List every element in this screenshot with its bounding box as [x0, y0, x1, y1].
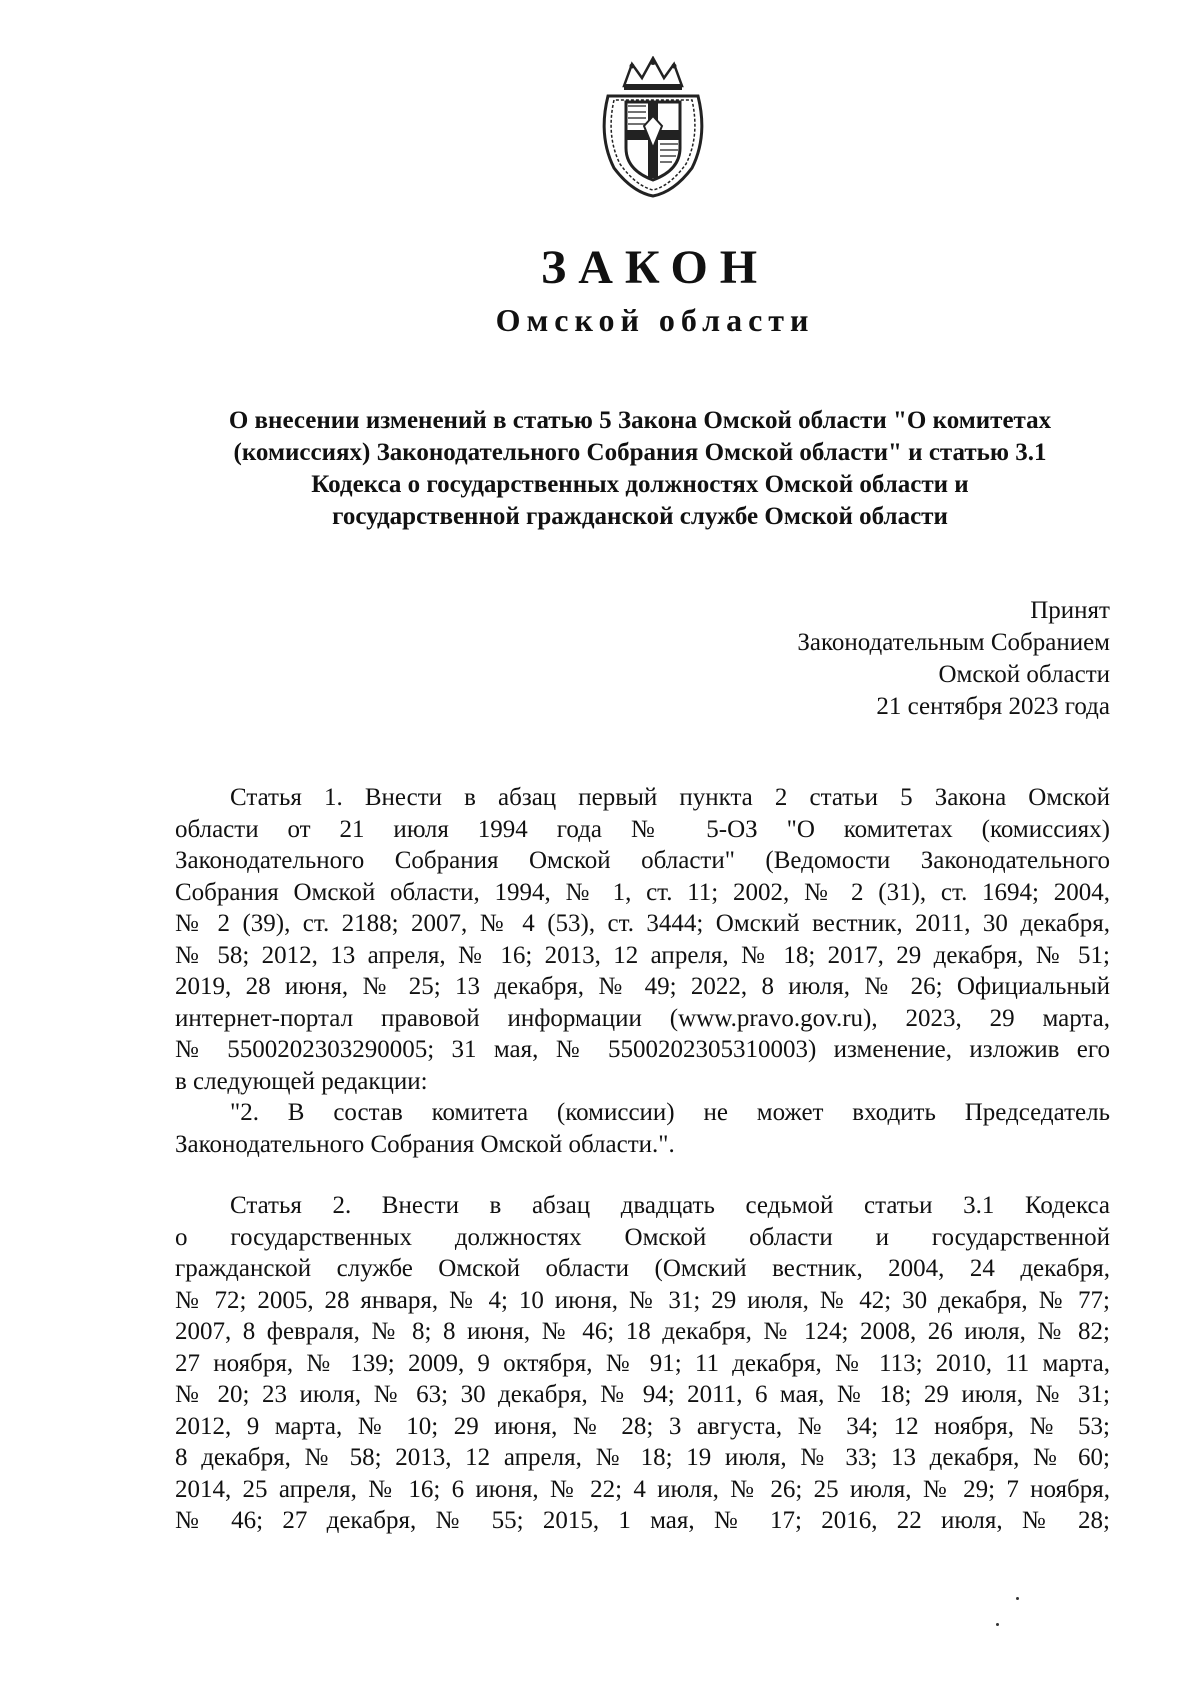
article-1 [175, 782, 1110, 1160]
adoption-line: Омской области [938, 661, 1110, 688]
heading-line: государственной гражданской службе Омской области [332, 503, 948, 530]
article-line: № 5500202303290005; 31 мая, № 5500202305310003) изменение, изложив его [175, 1036, 1110, 1063]
quoted-amendment-line: "2. В состав комитета (комиссии) не может входить Председатель [230, 1099, 1110, 1126]
article-line: в следующей редакции: [175, 1067, 428, 1095]
article-line: Собрания Омской области, 1994, № 1, ст. 11; 2002, № 2 (31), ст. 1694; 2004, [175, 878, 1110, 906]
scan-speck [1016, 1597, 1019, 1600]
article-line: 2019, 28 июня, № 25; 13 декабря, № 49; 2022, 8 июля, № 26; Официальный [175, 973, 1110, 1000]
article-line: Статья 2. Внести в абзац двадцать седьмой статьи 3.1 Кодекса [230, 1192, 1110, 1219]
adoption-line: Принят [1030, 597, 1110, 624]
law-heading [170, 405, 1110, 533]
law-title: ЗАКОН [540, 241, 770, 294]
adoption-block [797, 595, 1110, 723]
article-line: 2012, 9 марта, № 10; 29 июня, № 28; 3 августа, № 34; 12 ноября, № 53; [175, 1412, 1110, 1440]
heading-line: Кодекса о государственных должностях Омской области и [311, 471, 969, 498]
article-line: 2014, 25 апреля, № 16; 6 июня, № 22; 4 июля, № 26; 25 июля, № 29; 7 ноября, [175, 1475, 1110, 1503]
article-line: Законодательного Собрания Омской области" (Ведомости Законодательного [175, 847, 1110, 874]
article-line: Статья 1. Внести в абзац первый пункта 2 статьи 5 Закона Омской [230, 784, 1110, 811]
article-line: № 46; 27 декабря, № 55; 2015, 1 мая, № 17; 2016, 22 июля, № 28; [175, 1507, 1110, 1534]
quoted-amendment-line: Законодательного Собрания Омской области.". [175, 1130, 675, 1158]
article-line: № 2 (39), ст. 2188; 2007, № 4 (53), ст. 3444; Омский вестник, 2011, 30 декабря, [175, 910, 1110, 937]
article-line: № 20; 23 июля, № 63; 30 декабря, № 94; 2011, 6 мая, № 18; 29 июля, № 31; [175, 1381, 1110, 1408]
article-line: гражданской службе Омской области (Омский вестник, 2004, 24 декабря, [175, 1255, 1110, 1282]
article-line: о государственных должностях Омской области и государственной [175, 1223, 1110, 1251]
article-2 [175, 1190, 1110, 1537]
law-region-subtitle: Омской области [495, 302, 815, 338]
article-line: № 72; 2005, 28 января, № 4; 10 июня, № 31; 29 июля, № 42; 30 декабря, № 77; [175, 1286, 1110, 1314]
coat-of-arms-icon [594, 56, 712, 198]
article-line: 8 декабря, № 58; 2013, 12 апреля, № 18; 19 июля, № 33; 13 декабря, № 60; [175, 1444, 1110, 1471]
article-line: области от 21 июля 1994 года № 5-ОЗ "О комитетах (комиссиях) [175, 815, 1110, 843]
heading-line: (комиссиях) Законодательного Собрания Омской области" и статью 3.1 [233, 439, 1047, 466]
article-line: № 58; 2012, 13 апреля, № 16; 2013, 12 апреля, № 18; 2017, 29 декабря, № 51; [175, 941, 1110, 969]
adoption-line: Законодательным Собранием [797, 629, 1110, 656]
article-line: интернет-портал правовой информации (www.pravo.gov.ru), 2023, 29 марта, [175, 1004, 1110, 1032]
article-line: 2007, 8 февраля, № 8; 8 июня, № 46; 18 декабря, № 124; 2008, 26 июля, № 82; [175, 1318, 1110, 1345]
adoption-date: 21 сентября 2023 года [876, 693, 1110, 720]
article-line: 27 ноября, № 139; 2009, 9 октября, № 91; 11 декабря, № 113; 2010, 11 марта, [175, 1349, 1110, 1377]
heading-line: О внесении изменений в статью 5 Закона Омской области "О комитетах [228, 407, 1052, 434]
scan-speck [996, 1623, 999, 1626]
